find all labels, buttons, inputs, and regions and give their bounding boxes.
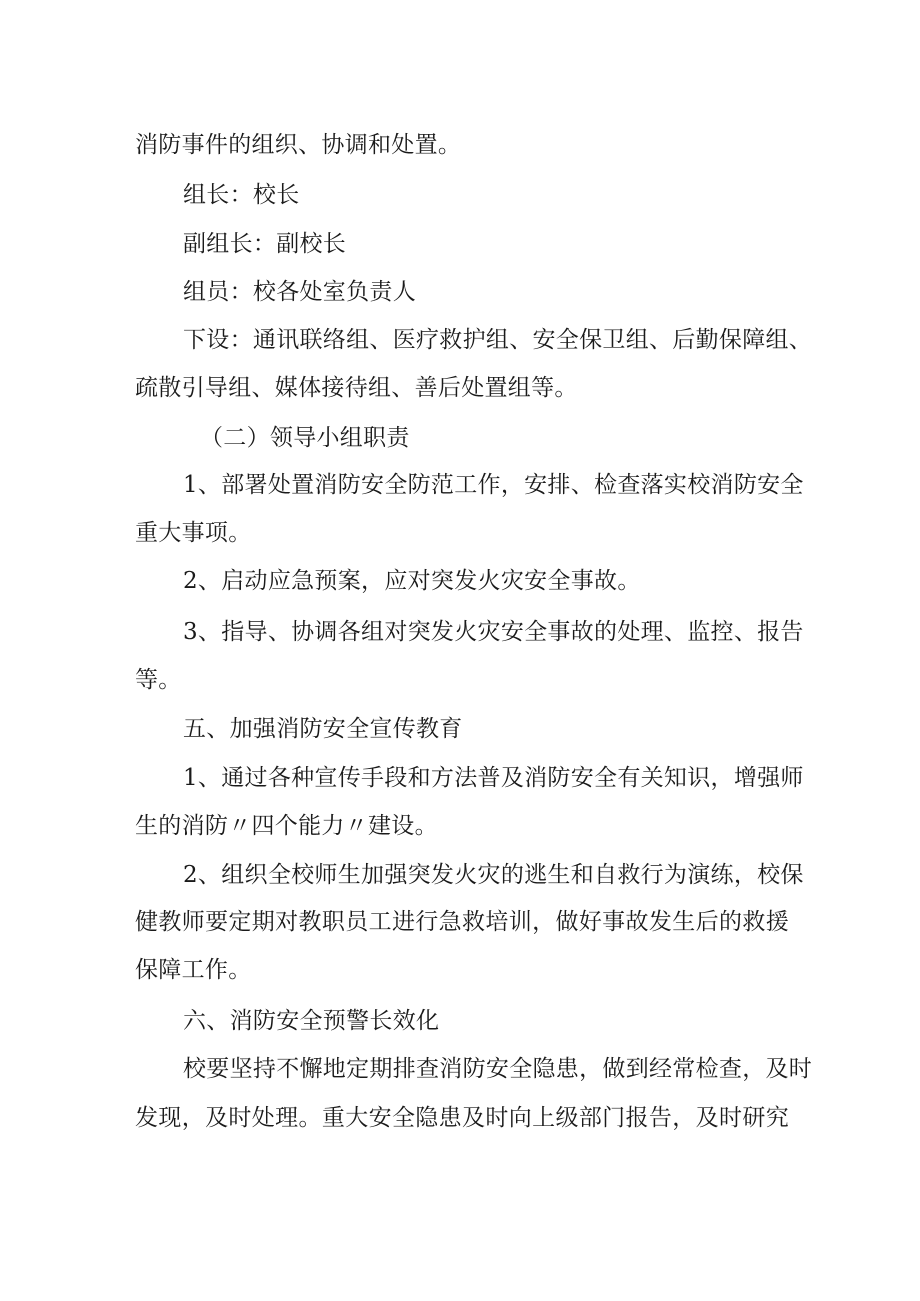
duty-1-line-2: 重大事项。: [135, 520, 252, 546]
warning-line-1: 校要坚持不懈地定期排查消防安全隐患，做到经常检查，及时: [183, 1056, 813, 1082]
paragraph-continuation: 消防事件的组织、协调和处置。: [135, 132, 462, 158]
duty-1-line-1: 1、部署处置消防安全防范工作，安排、检查落实校消防安全: [183, 472, 804, 498]
warning-line-2: 发现，及时处理。重大安全隐患及时向上级部门报告，及时研究: [135, 1105, 789, 1131]
duty-2-line: 2、启动应急预案，应对突发火灾安全事故。: [183, 568, 641, 594]
section-heading-six: 六、消防安全预警长效化: [183, 1008, 440, 1034]
team-leader-line: 组长：校长: [183, 182, 300, 208]
duty-3-line-1: 3、指导、协调各组对突发火灾安全事故的处理、监控、报告: [183, 619, 804, 645]
deputy-leader-line: 副组长：副校长: [183, 231, 347, 257]
education-2-line-1: 2、组织全校师生加强突发火灾的逃生和自救行为演练，校保: [183, 862, 804, 888]
education-1-line-2: 生的消防〃四个能力〃建设。: [135, 813, 438, 839]
section-heading-duties: （二）领导小组职责: [200, 425, 410, 451]
section-heading-five: 五、加强消防安全宣传教育: [183, 716, 463, 742]
members-line: 组员：校各处室负责人: [183, 279, 416, 305]
duty-3-line-2: 等。: [135, 667, 182, 693]
subgroups-line-2: 疏散引导组、媒体接待组、善后处置组等。: [135, 375, 578, 401]
education-2-line-2: 健教师要定期对教职员工进行急救培训，做好事故发生后的救援: [135, 909, 789, 935]
subgroups-line-1: 下设：通讯联络组、医疗救护组、安全保卫组、后勤保障组、: [183, 327, 813, 353]
education-1-line-1: 1、通过各种宣传手段和方法普及消防安全有关知识，增强师: [183, 765, 804, 791]
education-2-line-3: 保障工作。: [135, 957, 252, 983]
